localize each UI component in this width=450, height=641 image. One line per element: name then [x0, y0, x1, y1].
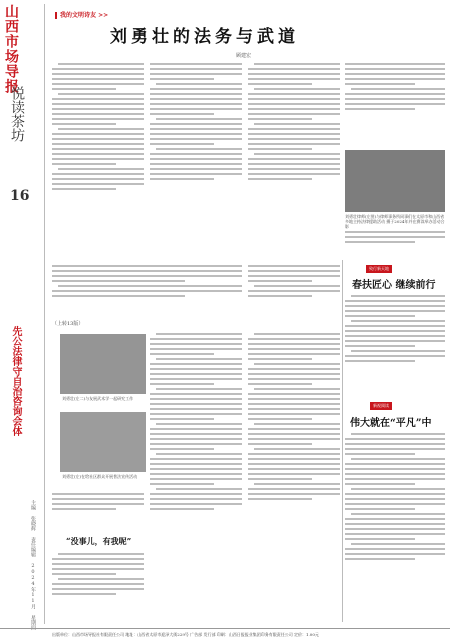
article-column-lower-3: [248, 330, 340, 622]
side-box1-body: [345, 292, 445, 394]
page-footer: [0, 628, 450, 641]
side-box1-title: 春扶匠心 继续前行: [352, 280, 436, 291]
photo-caption-mid2: 刘勇壮(左)在给社区群众开展普法宣传活动: [62, 474, 138, 479]
continued-label: （上转13版）: [52, 321, 84, 327]
headline: 刘勇壮的法务与武道: [110, 27, 299, 47]
article-column-mid-right: [248, 262, 340, 322]
page-sidebar: [0, 0, 44, 640]
article-column-lower-1b: [52, 550, 144, 622]
article-column-mid-left: [52, 262, 242, 318]
column-tag: 我的文明诗友 >>: [55, 10, 108, 19]
side-box1-tag: 致行新天地: [366, 265, 392, 273]
article-column-lower-2: [150, 330, 242, 622]
side-box2-body: [345, 430, 445, 622]
sidebar-divider: [44, 4, 45, 624]
footer-text: 出版单位：山西市场导报社有限责任公司 地址：山西省太原市迎泽大街229号 广告部 发行部 印刷：山西日报报业集团印务有限责任公司 定价：1.00元: [52, 632, 319, 637]
masthead-title: 山西市场导报: [3, 4, 19, 94]
article-column-lower-1a: [52, 490, 144, 530]
section-name: 悦读茶坊: [9, 86, 25, 142]
article-column-3: [248, 60, 340, 260]
photo-caption-mid1: 刘勇壮(左二)与友展武术学一起研究工作: [62, 396, 134, 401]
photo-martial-arts: [60, 334, 146, 394]
quote-heading: “没事儿，有我呢”: [66, 536, 132, 546]
author-byline: 顾建宏: [236, 53, 252, 59]
article-column-1: [52, 60, 144, 260]
photo-caption-top: 刘勇壮律师(左图)与律师事务所同事们在太原市和山西省多地主持法律援助活动 摄于2024年并在赛读举办活动合影: [345, 214, 445, 229]
sidebar-slogan: 先公法律守自治咨询会体: [10, 326, 21, 436]
issue-info: 主编 张晓辉 责任编辑 2024年11月 星期四: [30, 500, 36, 630]
side-box2-tag: 新视阅读: [370, 402, 392, 410]
article-column-4-top: [345, 60, 445, 146]
page-number: 16: [10, 188, 30, 204]
side-box2-title: 伟大就在“平凡”中: [350, 418, 432, 429]
photo-community: [60, 412, 146, 472]
photo-team: [345, 150, 445, 212]
article-column-2: [150, 60, 242, 260]
article-column-4-bottom: [345, 228, 445, 260]
right-column-divider: [342, 260, 343, 622]
